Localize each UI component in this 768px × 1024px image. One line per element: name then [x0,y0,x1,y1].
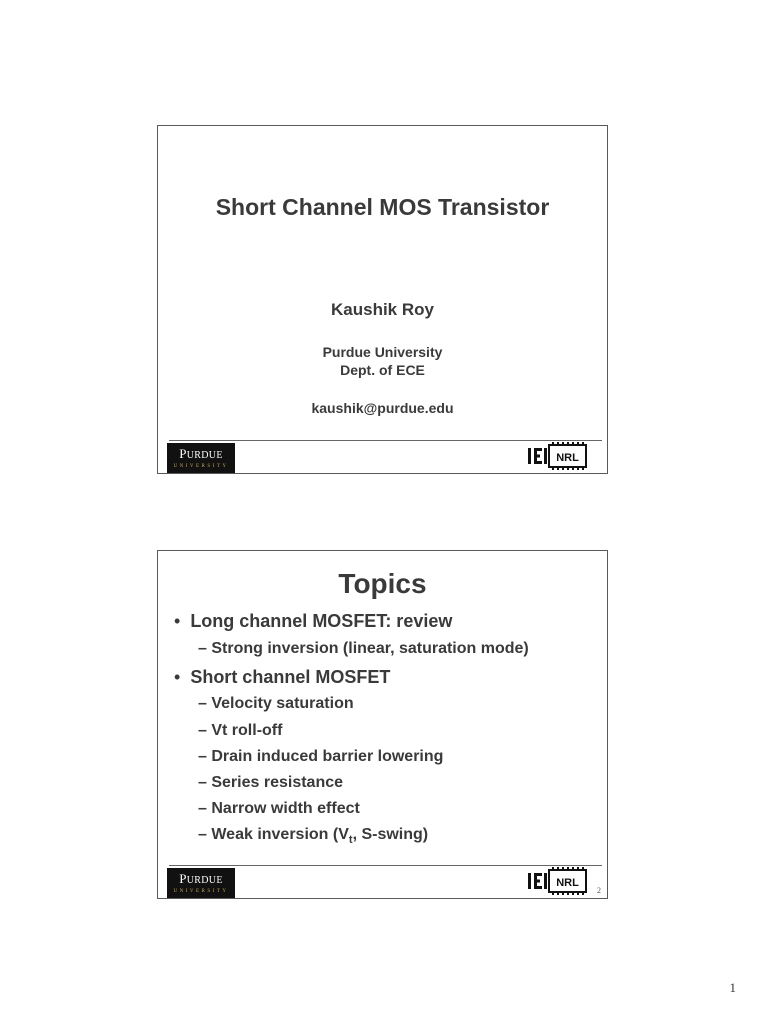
footer-divider [169,865,602,866]
author-name: Kaushik Roy [331,300,434,319]
department: Dept. of ECE [340,362,425,378]
purdue-logo: PURDUE UNIVERSITY [167,868,235,898]
ie-nrl-logo [526,442,588,470]
footer-divider [169,440,602,441]
sub-item: – Series resistance [198,774,344,791]
topics-heading: Topics [338,568,427,599]
email: kaushik@purdue.edu [311,400,454,416]
svg-text:NRL: NRL [556,877,579,889]
ie-nrl-logo [526,867,588,895]
sub-item: – Velocity saturation [198,695,354,712]
slide-number: 2 [597,886,601,895]
sub-item: – Strong inversion (linear, saturation mode) [198,640,529,657]
sub-item: – Narrow width effect [198,800,360,817]
page-number: 1 [729,980,736,995]
bullet-item: • Short channel MOSFET [174,667,391,687]
slide-topics [157,550,608,899]
slide-title [157,125,608,474]
bullet-item: • Long channel MOSFET: review [174,611,453,631]
purdue-logo: PURDUE UNIVERSITY [167,443,235,473]
sub-item: – Drain induced barrier lowering [198,748,444,765]
university: Purdue University [322,344,443,360]
slide-title-heading: Short Channel MOS Transistor [215,194,550,220]
sub-item: – Vt roll-off [198,722,283,739]
sub-item: – Weak inversion ($V_t$, S-swing) [198,826,429,847]
svg-text:NRL: NRL [556,452,579,464]
